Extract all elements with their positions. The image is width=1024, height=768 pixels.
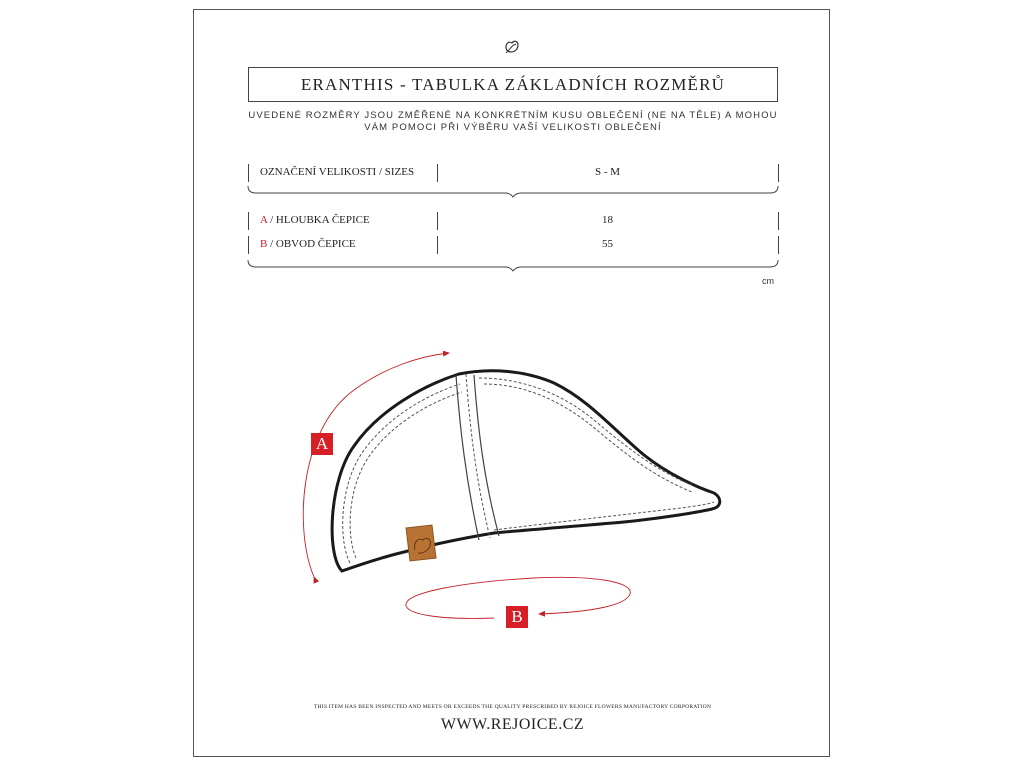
cap-panel-seam <box>466 374 490 538</box>
cap-seam <box>350 392 462 558</box>
footer-note: THIS ITEM HAS BEEN INSPECTED AND MEETS OR EXCEEDS THE QUALITY PRESCRIBED BY REJOICE FLOWERS MANUFACTORY CORPORATION <box>313 704 712 710</box>
cap-seam <box>484 384 692 492</box>
row-letter: A <box>260 214 268 226</box>
cap-outline <box>332 371 720 571</box>
row-label: / HLOUBKA ČEPICE <box>267 214 370 226</box>
footer-url[interactable]: WWW.REJOICE.CZ <box>440 716 585 733</box>
page-title: ERANTHIS - TABULKA ZÁKLADNÍCH ROZMĚRŮ <box>248 67 778 102</box>
row-letter: B <box>260 238 268 250</box>
cap-seam <box>479 378 694 486</box>
subtitle-line-1: UVEDENÉ ROZMĚRY JSOU ZMĚŘENÉ NA KONKRÉTNÍM KUSU OBLEČENÍ (NE NA TĚLE) A MOHOU <box>248 110 778 121</box>
header-size: S - M <box>594 166 621 178</box>
table-row-value: 55 <box>602 238 613 250</box>
leather-tag-icon <box>406 525 436 561</box>
cap-panel-seam <box>474 375 499 536</box>
marker-a: A <box>311 433 333 455</box>
unit-label: cm <box>762 276 774 286</box>
marker-b: B <box>506 606 528 628</box>
table-row-value: 18 <box>602 214 613 226</box>
row-label: / OBVOD ČEPICE <box>267 238 356 250</box>
cap-diagram <box>194 10 831 758</box>
header-label: OZNAČENÍ VELIKOSTI / SIZES <box>260 166 415 178</box>
size-chart-sheet <box>193 9 830 757</box>
subtitle-line-2: VÁM POMOCI PŘI VÝBĚRU VAŠÍ VELIKOSTI OBLEČENÍ <box>364 122 662 133</box>
